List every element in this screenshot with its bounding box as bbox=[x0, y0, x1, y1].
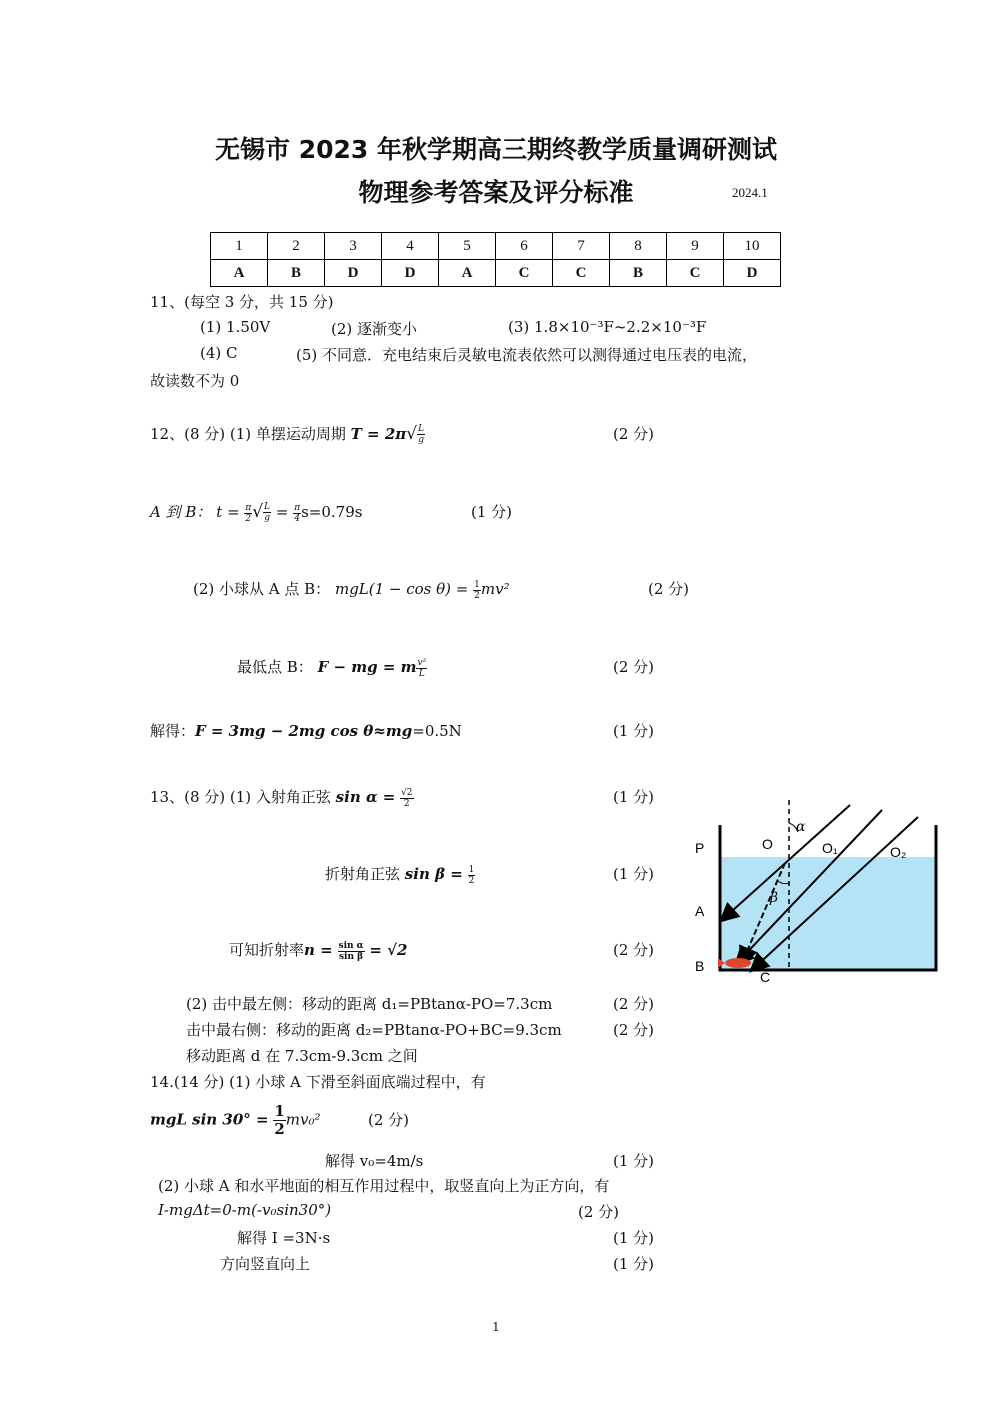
q12-score-2: (1 分) bbox=[471, 503, 513, 521]
label-p: P bbox=[695, 840, 705, 856]
q12-text: 最低点 B： bbox=[237, 658, 313, 676]
date: 2024.1 bbox=[732, 185, 768, 200]
q14-score-5: (2 分) bbox=[578, 1203, 620, 1221]
q12-text: 解得： bbox=[150, 722, 196, 740]
q14-score-7: (1 分) bbox=[613, 1255, 655, 1273]
table-cell: 9 bbox=[667, 233, 724, 260]
q12-line-4: 最低点 B： F − mg = m $\frac{\text{v²}}{L}$ bbox=[237, 657, 427, 679]
q12-line-5 bbox=[150, 720, 462, 741]
kinetic-energy: mv₀² bbox=[285, 1110, 321, 1129]
label-o2: O₂ bbox=[890, 844, 907, 860]
table-cell: C bbox=[553, 260, 610, 287]
label-beta: β bbox=[770, 890, 779, 906]
energy-formula: mgL sin 30° = bbox=[150, 1110, 269, 1129]
sqrt-L-over-g: √ $\frac{L}{g}$ bbox=[406, 424, 425, 445]
page-number: 1 bbox=[492, 1320, 500, 1334]
label-c: C bbox=[760, 969, 771, 985]
label-alpha: α bbox=[796, 819, 806, 835]
table-cell: 8 bbox=[610, 233, 667, 260]
q13-text: 折射角正弦 bbox=[325, 865, 401, 883]
q14-score-3: (1 分) bbox=[613, 1152, 655, 1170]
q11-heading: 11、(每空 3 分，共 15 分) bbox=[150, 293, 334, 311]
q11-answer-1: (1) 1.50V bbox=[200, 318, 271, 336]
force-formula: F − mg = m bbox=[317, 658, 417, 676]
label-o: O bbox=[762, 836, 773, 852]
time-result: s=0.79s bbox=[301, 503, 363, 521]
q14-line-4: (2) 小球 A 和水平地面的相互作用过程中，取竖直向上为正方向，有 bbox=[158, 1177, 610, 1195]
q13-line-2: 折射角正弦 sin β = $\frac{1}{2}$ bbox=[325, 864, 475, 886]
table-cell: 10 bbox=[724, 233, 781, 260]
q14-line-5: I-mgΔt=0-m(-v₀sin30°) bbox=[158, 1201, 332, 1219]
q14-line-3: 解得 v₀=4m/s bbox=[325, 1152, 424, 1170]
q12-line-2 bbox=[150, 501, 362, 524]
q12-line-1 bbox=[150, 423, 425, 445]
label-a: A bbox=[695, 903, 705, 919]
q14-line-7: 方向竖直向上 bbox=[220, 1255, 311, 1273]
page-subtitle: 物理参考答案及评分标准 bbox=[358, 178, 634, 207]
q13-line-6: 移动距离 d 在 7.3cm-9.3cm 之间 bbox=[186, 1047, 418, 1065]
table-cell: C bbox=[667, 260, 724, 287]
table-cell: 5 bbox=[439, 233, 496, 260]
period-formula: T = 2π bbox=[350, 425, 407, 443]
q12-line-3: (2) 小球从 A 点 B： mgL(1 − cos θ) = $\frac{1}{2}$ mv² bbox=[193, 579, 510, 601]
refraction-diagram bbox=[690, 795, 950, 990]
q14-score-2: (2 分) bbox=[368, 1111, 410, 1129]
q11-answer-2: (2) 逐渐变小 bbox=[331, 320, 418, 338]
q12-score-5: (1 分) bbox=[613, 722, 655, 740]
q12-score-1: (2 分) bbox=[613, 425, 655, 443]
q14-line-1: 14.(14 分) (1) 小球 A 下滑至斜面底端过程中，有 bbox=[150, 1073, 486, 1091]
table-cell: D bbox=[382, 260, 439, 287]
time-formula: t = $\frac{\pi}{2}$ √ $\frac{L}{g}$ = $\frac{\pi}{4}$ bbox=[216, 502, 301, 524]
q13-score-2: (1 分) bbox=[613, 865, 655, 883]
q12-text: 12、(8 分) (1) 单摆运动周期 bbox=[150, 425, 346, 443]
q11-answer-3: (3) 1.8×10⁻³F~2.2×10⁻³F bbox=[508, 318, 707, 336]
force-result-formula: F = 3mg − 2mg cos θ≈mg bbox=[195, 722, 413, 740]
q12-text: (2) 小球从 A 点 B： bbox=[193, 580, 331, 598]
page-title: 无锡市 2023 年秋学期高三期终教学质量调研测试 bbox=[215, 135, 777, 164]
q14-line-2: mgL sin 30° = $\frac{1}{2}$ mv₀² bbox=[150, 1102, 321, 1138]
q13-text: 13、(8 分) (1) 入射角正弦 bbox=[150, 788, 331, 806]
kinetic-energy: mv² bbox=[480, 580, 510, 598]
table-cell: 7 bbox=[553, 233, 610, 260]
table-cell: 4 bbox=[382, 233, 439, 260]
table-cell: A bbox=[211, 260, 268, 287]
q11-answer-4: (4) C bbox=[200, 344, 238, 362]
energy-formula: mgL(1 − cos θ) = bbox=[334, 580, 469, 598]
q13-score-5: (2 分) bbox=[613, 1021, 655, 1039]
q14-line-6: 解得 I =3N·s bbox=[237, 1229, 331, 1247]
q12-text: A 到 B： bbox=[150, 503, 212, 521]
q11-answer-5: (5) 不同意．充电结束后灵敏电流表依然可以测得通过电压表的电流， bbox=[296, 346, 758, 364]
sin-beta-formula: sin β = bbox=[404, 865, 463, 883]
table-cell: C bbox=[496, 260, 553, 287]
q14-score-6: (1 分) bbox=[613, 1229, 655, 1247]
water-region bbox=[720, 857, 936, 970]
q13-line-1: 13、(8 分) (1) 入射角正弦 sin α = $\frac{√2}{2}$ bbox=[150, 787, 413, 809]
q13-score-4: (2 分) bbox=[613, 995, 655, 1013]
table-cell: D bbox=[325, 260, 382, 287]
q13-score-3: (2 分) bbox=[613, 941, 655, 959]
table-cell: D bbox=[724, 260, 781, 287]
q13-line-5: 击中最右侧：移动的距离 d₂=PBtanα-PO+BC=9.3cm bbox=[186, 1021, 562, 1039]
q12-score-3: (2 分) bbox=[648, 580, 690, 598]
q13-line-4: (2) 击中最左侧：移动的距离 d₁=PBtanα-PO=7.3cm bbox=[186, 995, 553, 1013]
fish-icon bbox=[725, 958, 751, 968]
answer-table-numbers-row bbox=[211, 233, 781, 260]
q12-score-4: (2 分) bbox=[613, 658, 655, 676]
table-cell: 1 bbox=[211, 233, 268, 260]
q13-score-1: (1 分) bbox=[613, 788, 655, 806]
table-cell: 3 bbox=[325, 233, 382, 260]
table-cell: 2 bbox=[268, 233, 325, 260]
force-result: =0.5N bbox=[412, 722, 462, 740]
table-cell: B bbox=[610, 260, 667, 287]
q11-answer-5-cont: 故读数不为 0 bbox=[150, 372, 240, 390]
q13-text: 可知折射率 bbox=[229, 941, 305, 959]
label-o1: O₁ bbox=[822, 840, 838, 856]
sin-alpha-formula: sin α = bbox=[335, 788, 396, 806]
table-cell: A bbox=[439, 260, 496, 287]
label-b: B bbox=[695, 958, 705, 974]
table-cell: B bbox=[268, 260, 325, 287]
answer-table bbox=[210, 232, 781, 287]
answer-table-answers-row bbox=[211, 260, 781, 287]
refractive-index-result: = √2 bbox=[369, 941, 408, 959]
table-cell: 6 bbox=[496, 233, 553, 260]
q13-line-3: 可知折射率n = $\frac{\text{sin α}}{\text{sin β}}$ = √2 bbox=[229, 940, 408, 962]
refractive-index-formula: n = bbox=[304, 941, 333, 959]
